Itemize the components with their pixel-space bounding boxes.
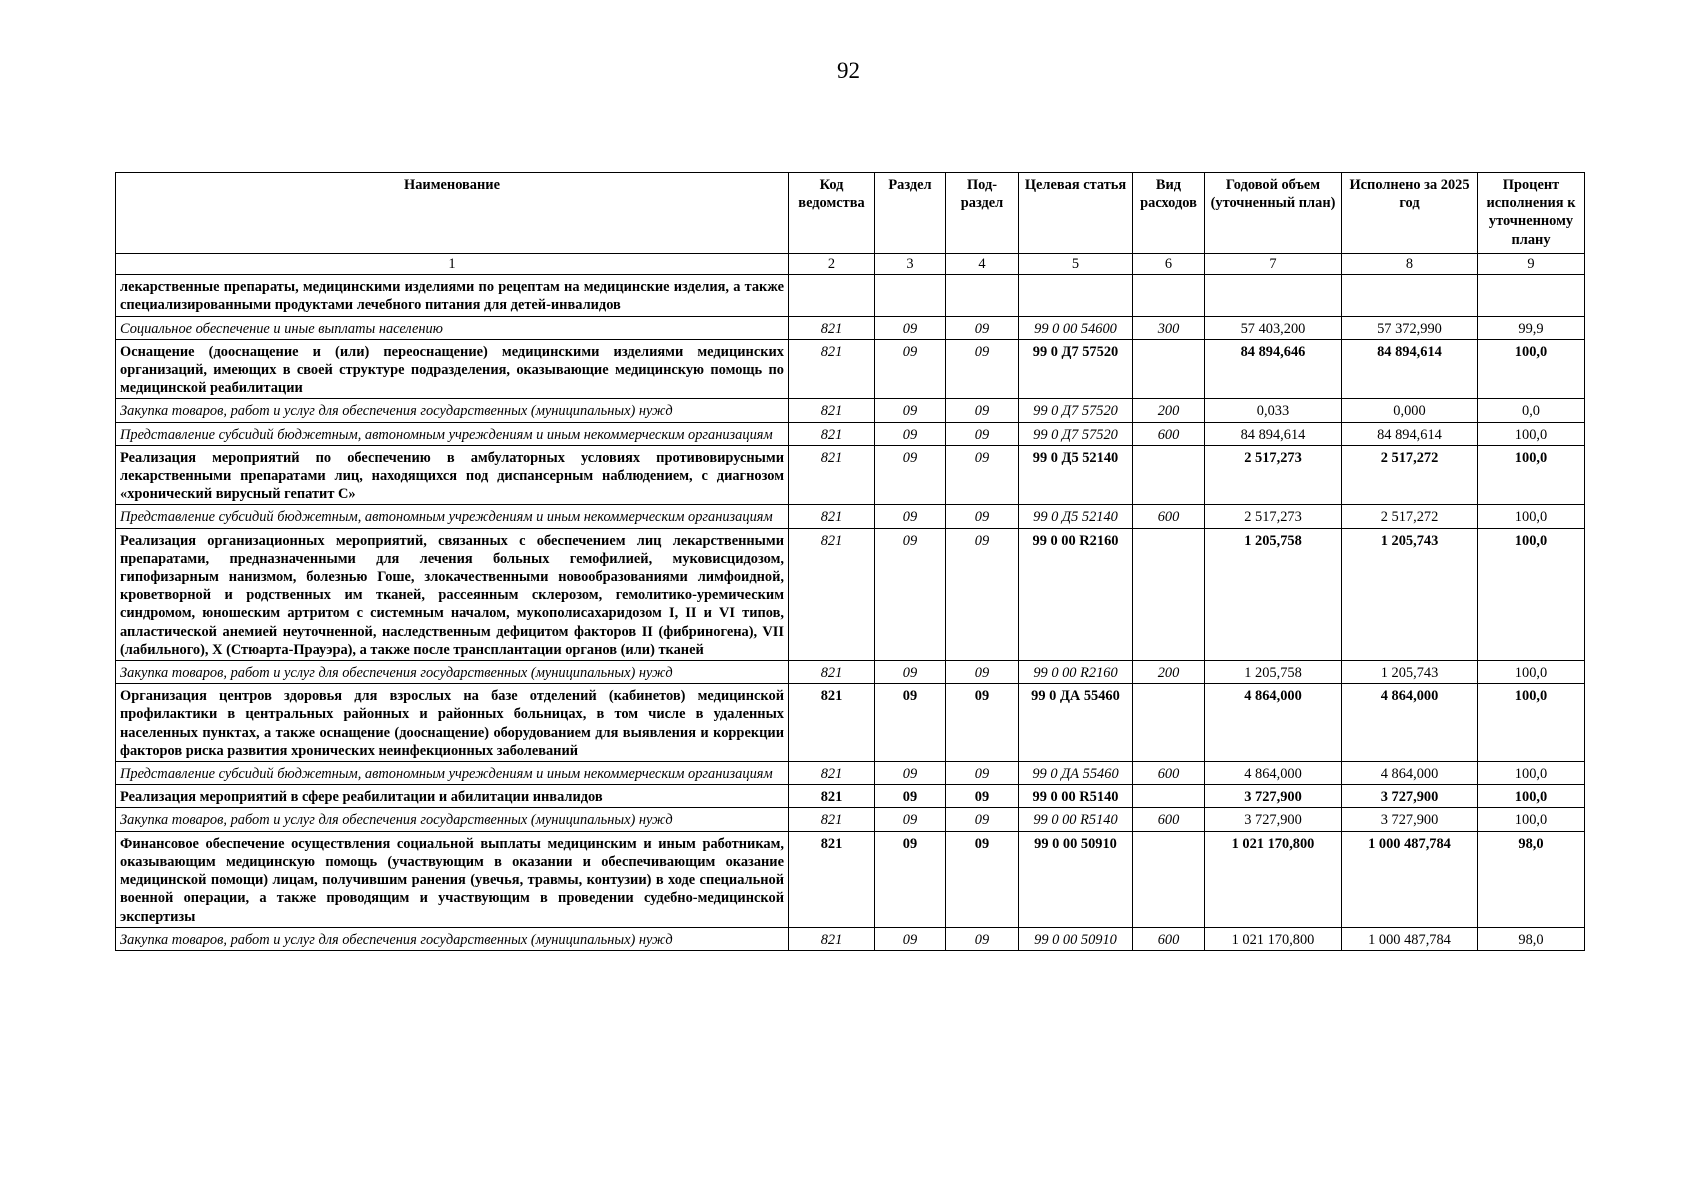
subsection-cell: 09 [946,422,1019,445]
subsection-cell: 09 [946,661,1019,684]
percent-cell: 98,0 [1478,927,1585,950]
percent-cell: 100,0 [1478,505,1585,528]
expense-type-cell [1133,339,1205,399]
percent-cell: 100,0 [1478,445,1585,505]
table-row [116,275,1585,316]
percent-cell: 100,0 [1478,661,1585,684]
section-cell: 09 [875,785,946,808]
department-code-cell: 821 [789,505,875,528]
row-name-cell: Представление субсидий бюджетным, автономным учреждениям и иным некоммерческим организациям [116,422,789,445]
target-article-cell [1019,275,1133,316]
section-cell: 09 [875,399,946,422]
percent-cell: 100,0 [1478,528,1585,660]
percent-cell: 100,0 [1478,808,1585,831]
executed-cell: 2 517,272 [1342,505,1478,528]
subsection-cell: 09 [946,762,1019,785]
department-code-cell: 821 [789,927,875,950]
header-row [116,173,1585,254]
annual-plan-cell: 2 517,273 [1205,505,1342,528]
column-number-row [116,254,1585,275]
subsection-cell: 09 [946,505,1019,528]
annual-plan-cell: 4 864,000 [1205,684,1342,762]
row-name-cell: Представление субсидий бюджетным, автономным учреждениям и иным некоммерческим организациям [116,505,789,528]
percent-cell: 100,0 [1478,684,1585,762]
annual-plan-cell: 3 727,900 [1205,808,1342,831]
section-cell: 09 [875,316,946,339]
department-code-cell: 821 [789,339,875,399]
table-row [116,762,1585,785]
row-name-cell: Закупка товаров, работ и услуг для обеспечения государственных (муниципальных) нужд [116,927,789,950]
executed-cell: 84 894,614 [1342,339,1478,399]
target-article-cell: 99 0 ДА 55460 [1019,684,1133,762]
target-article-cell: 99 0 00 50910 [1019,927,1133,950]
percent-cell: 98,0 [1478,831,1585,927]
executed-cell: 1 205,743 [1342,528,1478,660]
table-row [116,927,1585,950]
annual-plan-cell: 84 894,646 [1205,339,1342,399]
annual-plan-cell: 1 021 170,800 [1205,831,1342,927]
row-name-cell: Социальное обеспечение и иные выплаты населению [116,316,789,339]
percent-cell: 100,0 [1478,422,1585,445]
budget-execution-table [115,172,1585,951]
target-article-cell: 99 0 00 50910 [1019,831,1133,927]
subsection-cell: 09 [946,399,1019,422]
annual-plan-cell: 1 205,758 [1205,528,1342,660]
annual-plan-cell: 3 727,900 [1205,785,1342,808]
table-row [116,831,1585,927]
department-code-cell: 821 [789,399,875,422]
percent-cell: 100,0 [1478,785,1585,808]
expense-type-cell [1133,275,1205,316]
department-code-cell: 821 [789,808,875,831]
target-article-cell: 99 0 00 R2160 [1019,528,1133,660]
column-number: 5 [1019,254,1133,275]
expense-type-cell: 300 [1133,316,1205,339]
annual-plan-cell: 1 205,758 [1205,661,1342,684]
table-row [116,399,1585,422]
column-header-expense-type: Вид расходов [1133,173,1205,254]
column-header-subsection: Под-раздел [946,173,1019,254]
target-article-cell: 99 0 Д7 57520 [1019,399,1133,422]
department-code-cell: 821 [789,762,875,785]
subsection-cell: 09 [946,831,1019,927]
table-row [116,808,1585,831]
row-name-cell: Закупка товаров, работ и услуг для обеспечения государственных (муниципальных) нужд [116,399,789,422]
percent-cell: 100,0 [1478,762,1585,785]
expense-type-cell: 600 [1133,808,1205,831]
column-number: 7 [1205,254,1342,275]
expense-type-cell [1133,684,1205,762]
expense-type-cell: 600 [1133,505,1205,528]
executed-cell: 1 000 487,784 [1342,927,1478,950]
section-cell: 09 [875,808,946,831]
executed-cell: 4 864,000 [1342,762,1478,785]
row-name-cell: Закупка товаров, работ и услуг для обеспечения государственных (муниципальных) нужд [116,808,789,831]
annual-plan-cell: 1 021 170,800 [1205,927,1342,950]
executed-cell: 3 727,900 [1342,785,1478,808]
table-row [116,339,1585,399]
target-article-cell: 99 0 Д5 52140 [1019,445,1133,505]
executed-cell: 57 372,990 [1342,316,1478,339]
department-code-cell: 821 [789,785,875,808]
department-code-cell: 821 [789,661,875,684]
column-header-executed: Исполнено за 2025 год [1342,173,1478,254]
subsection-cell: 09 [946,445,1019,505]
section-cell: 09 [875,339,946,399]
column-header-percent: Процент исполнения к уточненному плану [1478,173,1585,254]
section-cell: 09 [875,661,946,684]
department-code-cell: 821 [789,831,875,927]
section-cell: 09 [875,422,946,445]
target-article-cell: 99 0 00 R2160 [1019,661,1133,684]
target-article-cell: 99 0 Д7 57520 [1019,339,1133,399]
executed-cell: 1 205,743 [1342,661,1478,684]
row-name-cell: Финансовое обеспечение осуществления социальной выплаты медицинским и иным работникам, оказывающим медицинскую помощь (участвующим в оказании и обеспечивающим оказание медицинской помощи) лицам, получившим ранения (увечья, травмы, контузии) в ходе специальной военной операции, а также проводящим и участвующим в проведении судебно-медицинской экспертизы [116,831,789,927]
executed-cell: 4 864,000 [1342,684,1478,762]
row-name-cell: Реализация мероприятий по обеспечению в амбулаторных условиях противовирусными лекарственными препаратами лиц, находящихся под диспансерным наблюдением, с диагнозом «хронический вирусный гепатит С» [116,445,789,505]
row-name-cell: Закупка товаров, работ и услуг для обеспечения государственных (муниципальных) нужд [116,661,789,684]
section-cell: 09 [875,927,946,950]
expense-type-cell: 600 [1133,422,1205,445]
subsection-cell: 09 [946,684,1019,762]
table-row [116,316,1585,339]
expense-type-cell [1133,785,1205,808]
target-article-cell: 99 0 Д5 52140 [1019,505,1133,528]
annual-plan-cell: 57 403,200 [1205,316,1342,339]
percent-cell: 99,9 [1478,316,1585,339]
subsection-cell: 09 [946,785,1019,808]
column-header-section: Раздел [875,173,946,254]
annual-plan-cell: 2 517,273 [1205,445,1342,505]
row-name-cell: лекарственные препараты, медицинскими изделиями по рецептам на медицинские изделия, а также специализированными продуктами лечебного питания для детей-инвалидов [116,275,789,316]
table-row [116,528,1585,660]
subsection-cell: 09 [946,927,1019,950]
department-code-cell: 821 [789,684,875,762]
page-number: 92 [837,58,860,83]
executed-cell: 3 727,900 [1342,808,1478,831]
target-article-cell: 99 0 00 R5140 [1019,785,1133,808]
department-code-cell: 821 [789,445,875,505]
subsection-cell: 09 [946,808,1019,831]
percent-cell: 100,0 [1478,339,1585,399]
column-number: 1 [116,254,789,275]
row-name-cell: Реализация мероприятий в сфере реабилитации и абилитации инвалидов [116,785,789,808]
annual-plan-cell: 0,033 [1205,399,1342,422]
section-cell: 09 [875,684,946,762]
column-number: 4 [946,254,1019,275]
expense-type-cell [1133,445,1205,505]
column-header-name: Наименование [116,173,789,254]
executed-cell: 2 517,272 [1342,445,1478,505]
subsection-cell [946,275,1019,316]
department-code-cell [789,275,875,316]
executed-cell: 1 000 487,784 [1342,831,1478,927]
target-article-cell: 99 0 00 54600 [1019,316,1133,339]
expense-type-cell [1133,831,1205,927]
column-number: 8 [1342,254,1478,275]
row-name-cell: Организация центров здоровья для взрослых на базе отделений (кабинетов) медицинской профилактики в центральных районных и районных больницах, в том числе в удаленных населенных пунктах, а также оснащение (дооснащение) оборудованием для выявления и коррекции факторов риска развития хронических неинфекционных заболеваний [116,684,789,762]
percent-cell: 0,0 [1478,399,1585,422]
row-name-cell: Оснащение (дооснащение и (или) переоснащение) медицинскими изделиями медицинских организаций, имеющих в своей структуре подразделения, оказывающие медицинскую помощь по медицинской реабилитации [116,339,789,399]
table-row [116,505,1585,528]
executed-cell: 0,000 [1342,399,1478,422]
table-row [116,785,1585,808]
target-article-cell: 99 0 Д7 57520 [1019,422,1133,445]
department-code-cell: 821 [789,528,875,660]
section-cell: 09 [875,762,946,785]
column-number: 2 [789,254,875,275]
subsection-cell: 09 [946,339,1019,399]
row-name-cell: Реализация организационных мероприятий, связанных с обеспечением лиц лекарственными препаратами, предназначенными для лечения больных гемофилией, муковисцидозом, гипофизарным нанизмом, болезнью Гоше, злокачественными новообразованиями лимфоидной, кроветворной и родственных им тканей, рассеянным склерозом, гемолитико-уремическим синдромом, юношеским артритом с системным началом, мукополисахаридозом I, II и VI типов, апластической анемией неуточненной, наследственным дефицитом факторов II (фибриногена), VII (лабильного), X (Стюарта-Прауэра), а также после трансплантации органов (или) тканей [116,528,789,660]
target-article-cell: 99 0 ДА 55460 [1019,762,1133,785]
column-header-department-code: Код ведомства [789,173,875,254]
annual-plan-cell: 84 894,614 [1205,422,1342,445]
column-number: 6 [1133,254,1205,275]
department-code-cell: 821 [789,422,875,445]
section-cell: 09 [875,831,946,927]
section-cell: 09 [875,528,946,660]
column-number: 3 [875,254,946,275]
subsection-cell: 09 [946,316,1019,339]
department-code-cell: 821 [789,316,875,339]
table-row [116,422,1585,445]
section-cell [875,275,946,316]
table-row [116,661,1585,684]
section-cell: 09 [875,505,946,528]
column-header-annual-plan: Годовой объем (уточненный план) [1205,173,1342,254]
section-cell: 09 [875,445,946,505]
table-row [116,684,1585,762]
annual-plan-cell [1205,275,1342,316]
expense-type-cell: 200 [1133,661,1205,684]
executed-cell: 84 894,614 [1342,422,1478,445]
column-header-target-article: Целевая статья [1019,173,1133,254]
executed-cell [1342,275,1478,316]
expense-type-cell [1133,528,1205,660]
expense-type-cell: 200 [1133,399,1205,422]
column-number: 9 [1478,254,1585,275]
expense-type-cell: 600 [1133,927,1205,950]
percent-cell [1478,275,1585,316]
subsection-cell: 09 [946,528,1019,660]
row-name-cell: Представление субсидий бюджетным, автономным учреждениям и иным некоммерческим организациям [116,762,789,785]
expense-type-cell: 600 [1133,762,1205,785]
target-article-cell: 99 0 00 R5140 [1019,808,1133,831]
annual-plan-cell: 4 864,000 [1205,762,1342,785]
table-row [116,445,1585,505]
